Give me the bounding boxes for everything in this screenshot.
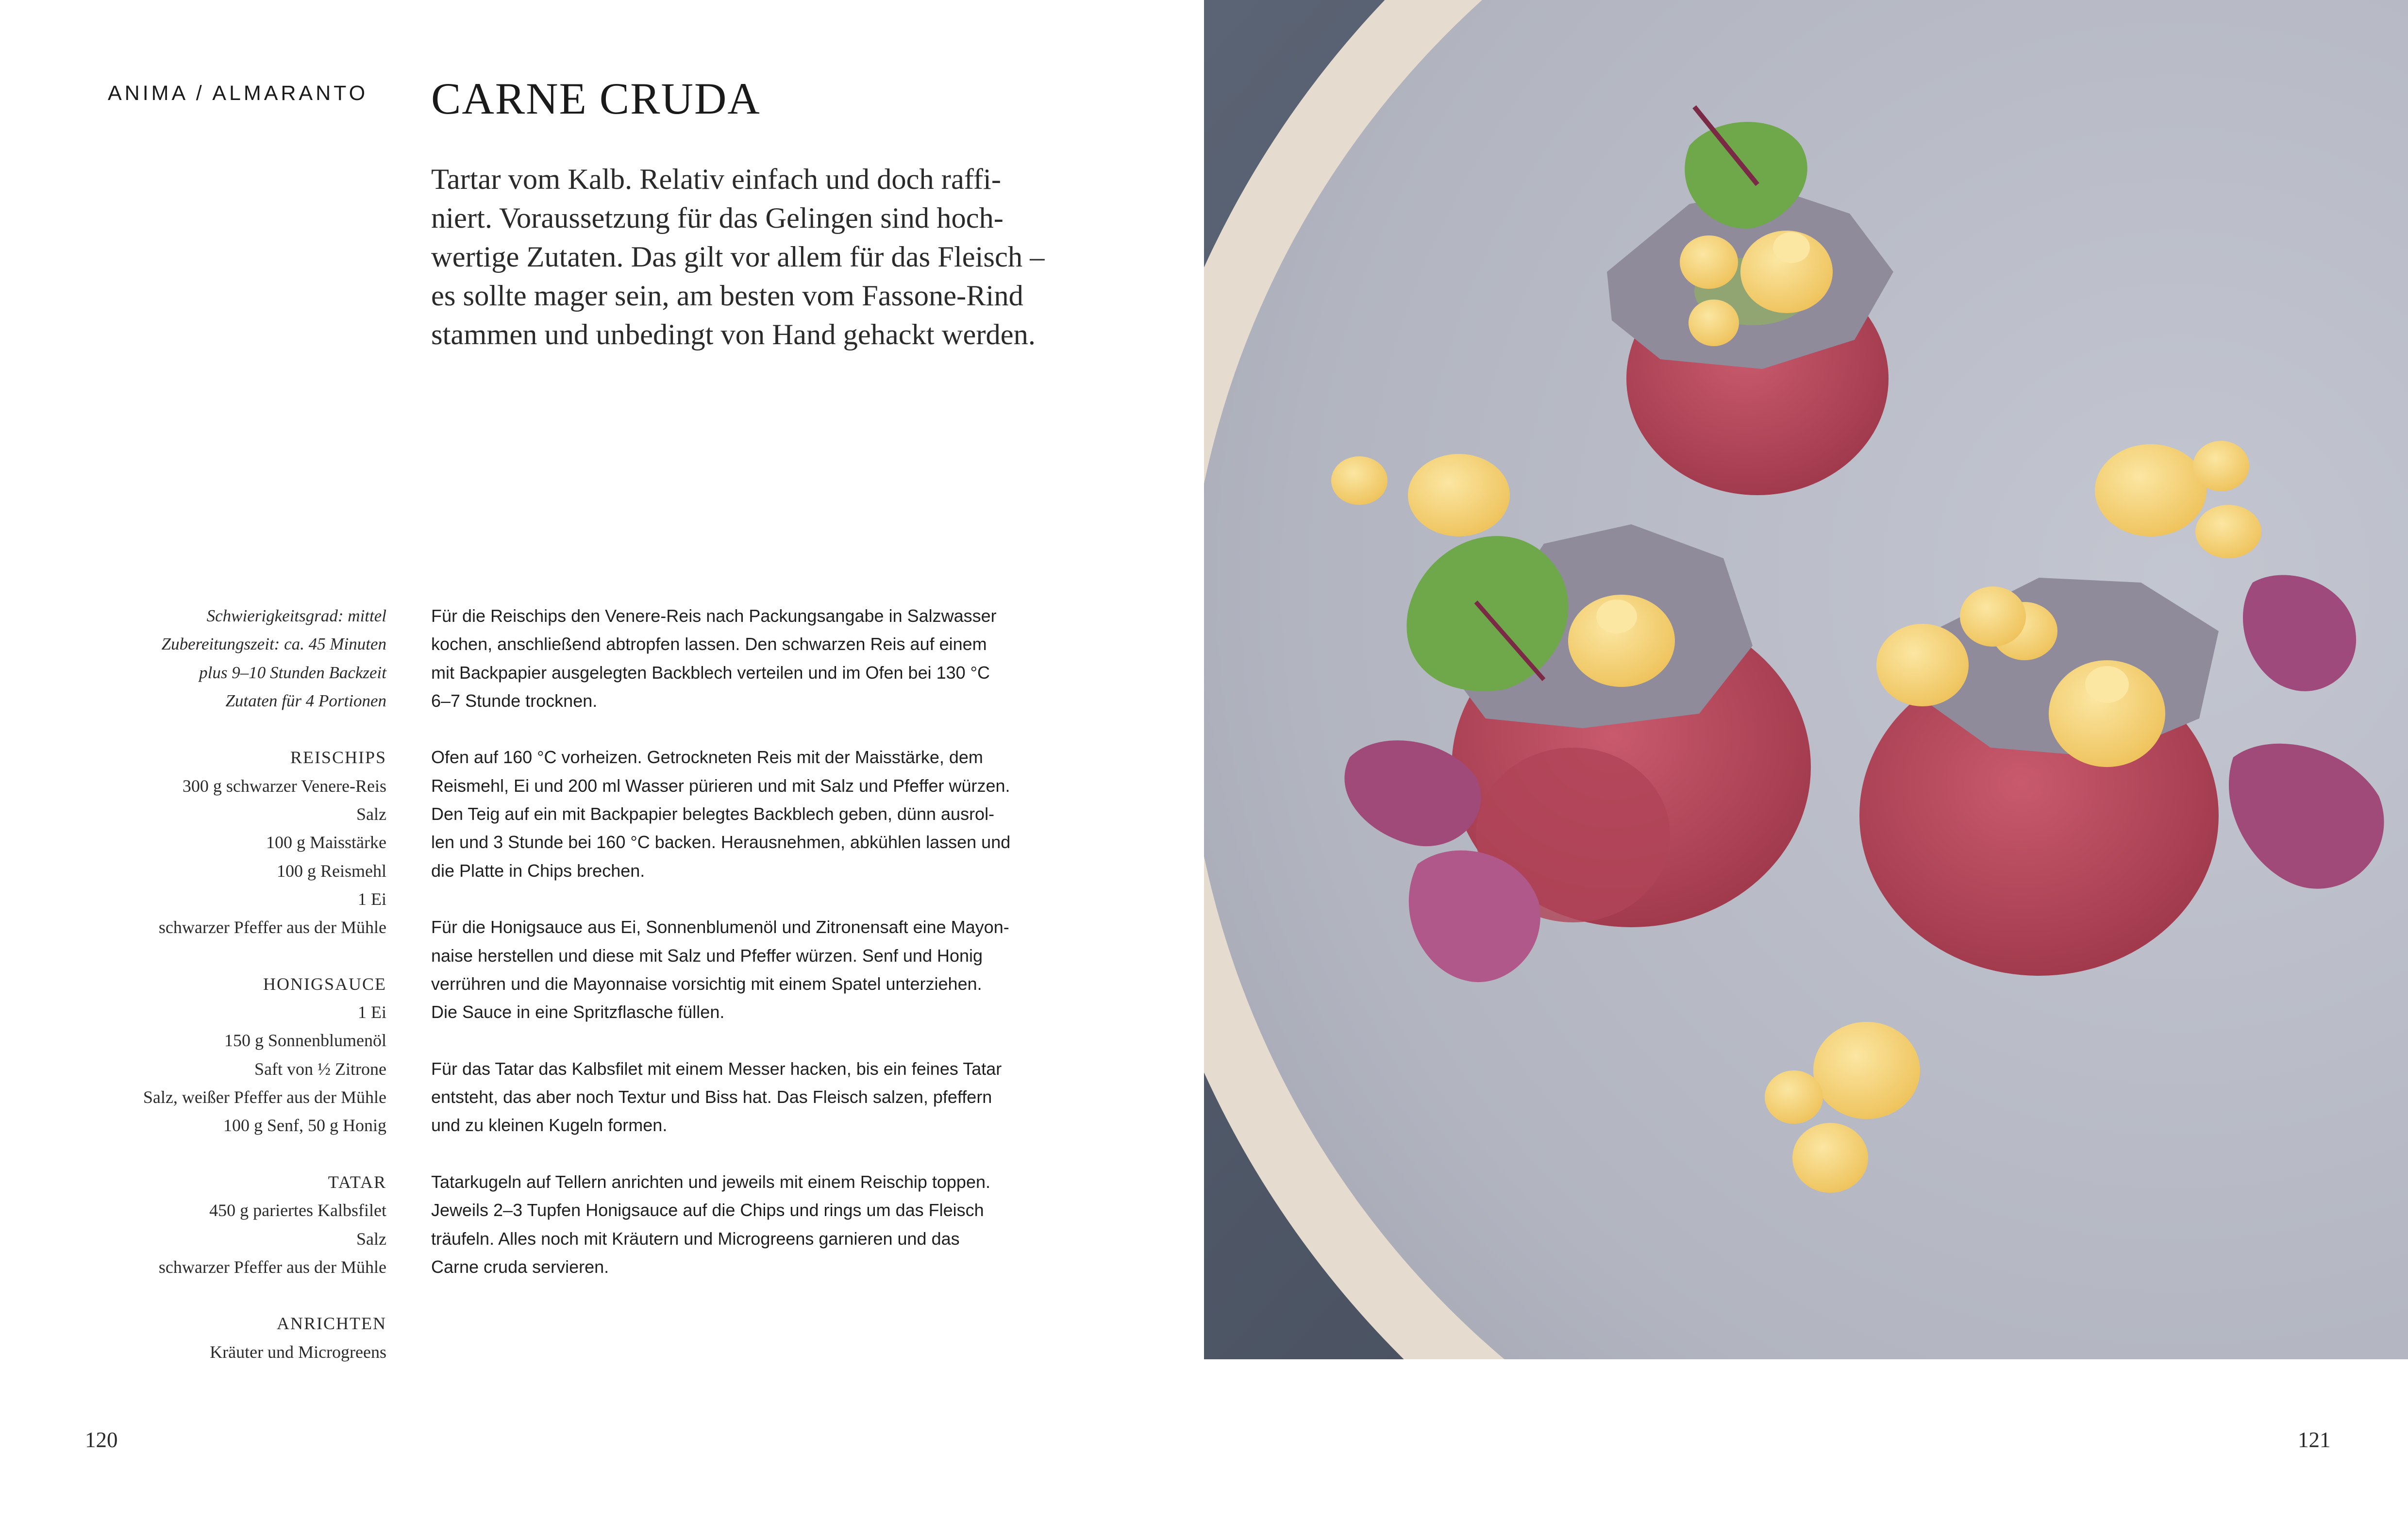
step-line: Ofen auf 160 °C vorheizen. Getrockneten Reis mit der Maisstärke, dem — [431, 747, 983, 768]
ingredient-item: schwarzer Pfeffer aus der Mühle — [158, 918, 386, 937]
sauce-dot — [1689, 300, 1739, 346]
step-line: naise herstellen und diese mit Salz und Pfeffer würzen. Senf und Honig — [431, 945, 983, 966]
sauce-dot — [1792, 1123, 1868, 1193]
step-line: verrühren und die Mayonnaise vorsichtig mit einem Spatel unterziehen. — [431, 973, 982, 994]
step-line: und zu kleinen Kugeln formen. — [431, 1115, 668, 1135]
step-line: kochen, anschließend abtropfen lassen. Den schwarzen Reis auf einem — [431, 634, 987, 654]
intro-line: stammen und unbedingt von Hand gehackt werden. — [431, 318, 1036, 351]
ingredient-item: 1 Ei — [358, 889, 386, 909]
preparation-steps — [431, 602, 1111, 1309]
page-number-right: 121 — [2298, 1428, 2331, 1452]
ingredient-item: 150 g Sonnenblumenöl — [224, 1031, 386, 1051]
sauce-dot — [1680, 235, 1738, 289]
sauce-dot — [1960, 586, 2026, 647]
dish-photo-illustration — [1204, 0, 2408, 1359]
chapter-label: ANIMA / ALMARANTO — [108, 82, 368, 105]
sauce-dot — [1331, 456, 1388, 505]
step-line: Carne cruda servieren. — [431, 1256, 609, 1277]
servings: Zutaten für 4 Portionen — [225, 691, 386, 710]
ingredient-heading-tatar: TATAR — [328, 1172, 386, 1192]
step-paragraph-backen — [431, 743, 1111, 885]
step-line: entsteht, das aber noch Textur und Biss hat. Das Fleisch salzen, pfeffern — [431, 1087, 992, 1107]
intro-line: es sollte mager sein, am besten vom Fassone-Rind — [431, 280, 1023, 312]
sauce-dot — [1876, 624, 1969, 706]
ingredient-item: 100 g Reismehl — [277, 861, 386, 881]
step-line: Den Teig auf ein mit Backpapier belegtes Backblech geben, dünn ausrol- — [431, 804, 995, 824]
step-line: Für die Honigsauce aus Ei, Sonnenblumenöl und Zitronensaft eine Mayon- — [431, 917, 1009, 937]
ingredient-heading-honigsauce: HONIGSAUCE — [263, 974, 386, 994]
ingredient-item: 300 g schwarzer Venere-Reis — [182, 776, 386, 796]
ingredient-item: Salz — [356, 1229, 386, 1249]
step-paragraph-tatar — [431, 1055, 1111, 1140]
intro-line: Tartar vom Kalb. Relativ einfach und doch raffi- — [431, 163, 1001, 196]
bake-time: plus 9–10 Stunden Backzeit — [199, 663, 386, 682]
right-page — [1204, 0, 2408, 1519]
page-number-left: 120 — [85, 1428, 118, 1452]
dish-photo — [1204, 0, 2408, 1359]
step-line: Die Sauce in eine Spritzflasche füllen. — [431, 1002, 725, 1022]
ingredient-item: 100 g Maisstärke — [266, 833, 386, 852]
intro-paragraph — [431, 160, 1101, 354]
step-line: Reismehl, Ei und 200 ml Wasser pürieren und mit Salz und Pfeffer würzen. — [431, 775, 1010, 796]
difficulty: Schwierigkeitsgrad: mittel — [206, 606, 386, 625]
ingredient-item: 450 g pariertes Kalbsfilet — [209, 1201, 386, 1220]
step-line: Für das Tatar das Kalbsfilet mit einem Messer hacken, bis ein feines Tatar — [431, 1058, 1002, 1079]
step-paragraph-anrichten — [431, 1168, 1111, 1281]
intro-line: niert. Voraussetzung für das Gelingen sind hoch- — [431, 202, 1003, 234]
step-line: 6–7 Stunde trocknen. — [431, 690, 598, 711]
recipe-title: CARNE CRUDA — [431, 74, 761, 123]
sauce-dot — [2095, 444, 2207, 536]
ingredient-item: Kräuter und Microgreens — [210, 1342, 386, 1362]
step-line: Jeweils 2–3 Tupfen Honigsauce auf die Chips und rings um das Fleisch — [431, 1200, 984, 1220]
ingredient-item: 1 Ei — [358, 1002, 386, 1022]
sauce-dot — [2193, 441, 2249, 491]
step-paragraph-honigsauce — [431, 913, 1111, 1026]
ingredient-item: Salz, weißer Pfeffer aus der Mühle — [143, 1087, 386, 1107]
ingredient-item: schwarzer Pfeffer aus der Mühle — [158, 1257, 386, 1277]
ingredient-item: 100 g Senf, 50 g Honig — [223, 1116, 386, 1135]
intro-line: wertige Zutaten. Das gilt vor allem für das Fleisch – — [431, 241, 1045, 273]
ingredient-heading-anrichten: ANRICHTEN — [277, 1314, 386, 1334]
step-paragraph-reischips — [431, 602, 1111, 715]
step-line: träufeln. Alles noch mit Kräutern und Microgreens garnieren und das — [431, 1228, 960, 1249]
step-line: Tatarkugeln auf Tellern anrichten und jeweils mit einem Reischip toppen. — [431, 1171, 990, 1192]
sauce-dot — [2195, 505, 2261, 558]
step-line: mit Backpapier ausgelegten Backblech verteilen und im Ofen bei 130 °C — [431, 662, 990, 683]
ingredient-item: Salz — [356, 804, 386, 824]
ingredient-heading-reischips: REISCHIPS — [290, 748, 386, 768]
step-line: len und 3 Stunde bei 160 °C backen. Herausnehmen, abkühlen lassen und — [431, 832, 1011, 852]
ingredient-item: Saft von ½ Zitrone — [254, 1059, 386, 1079]
ingredients-sidebar — [73, 602, 386, 1366]
step-line: Für die Reischips den Venere-Reis nach Packungsangabe in Salzwasser — [431, 606, 997, 626]
sauce-dot — [1408, 454, 1510, 536]
sauce-dot — [1765, 1070, 1823, 1124]
prep-time: Zubereitungszeit: ca. 45 Minuten — [161, 634, 386, 654]
step-line: die Platte in Chips brechen. — [431, 860, 645, 881]
sauce-dot — [1813, 1022, 1920, 1119]
